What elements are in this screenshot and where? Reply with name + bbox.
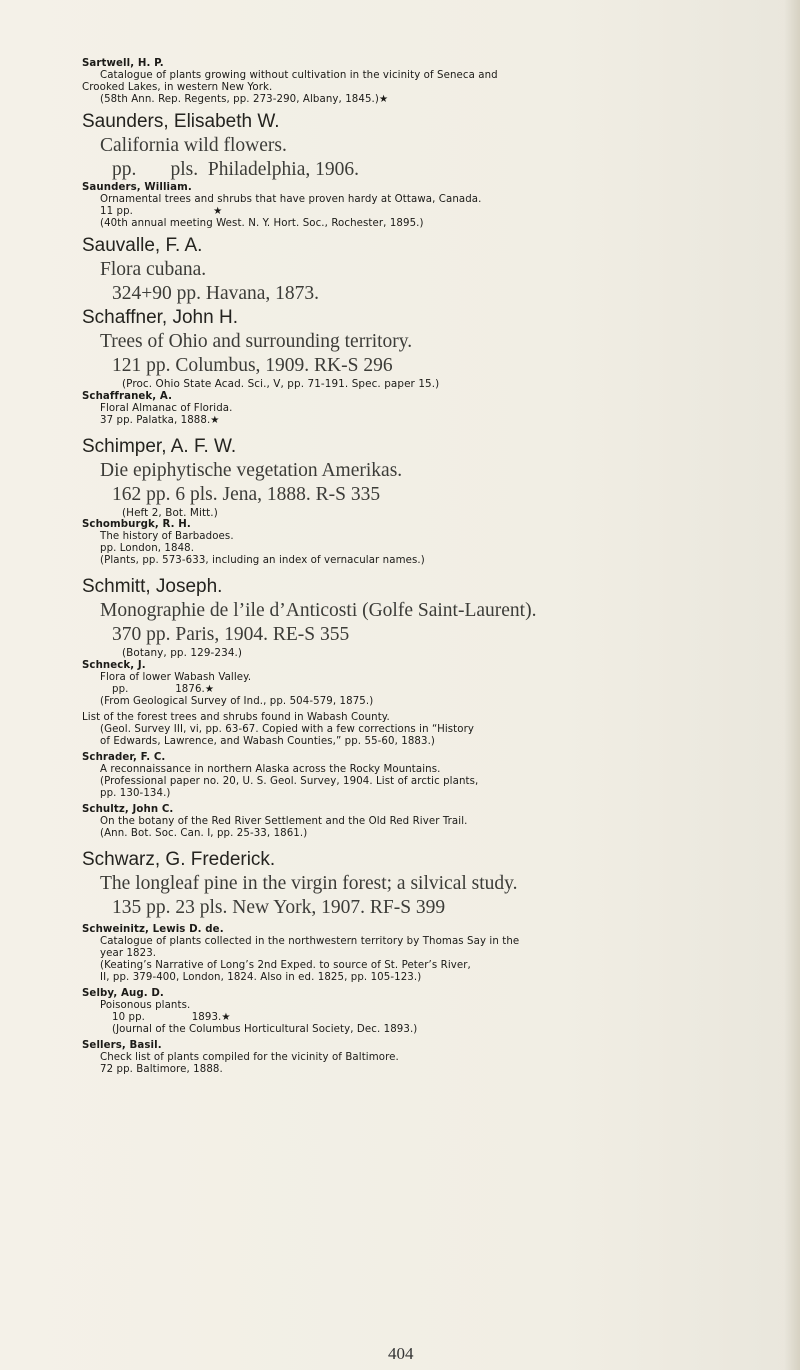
entry-title-cont: year 1823. — [100, 947, 157, 959]
entry-note-cont: pp. 130-134.) — [100, 787, 171, 799]
entry-title: On the botany of the Red River Settlement and the Old Red River Trail. — [100, 815, 468, 827]
entry-selby — [82, 988, 790, 1036]
entry-title: Die epiphytische vegetation Amerikas. — [100, 459, 403, 481]
entry-title: The history of Barbadoes. — [100, 531, 234, 542]
entry-imprint: 37 pp. Palatka, 1888.★ — [100, 414, 220, 426]
entry-schimper — [82, 435, 790, 520]
entry-imprint: 10 pp. 1893.★ — [112, 1011, 231, 1023]
entry-note: (Keating’s Narrative of Long’s 2nd Exped. to source of St. Peter’s River, — [100, 959, 471, 971]
entry-schultz — [82, 804, 790, 840]
entry-author: Schimper, A. F. W. — [82, 435, 237, 457]
entry-title: A reconnaissance in northern Alaska across the Rocky Mountains. — [100, 763, 441, 775]
entry-schrader — [82, 752, 790, 800]
entry-author: Schrader, F. C. — [82, 751, 166, 763]
entry-note: (Proc. Ohio State Acad. Sci., V, pp. 71-191. Spec. paper 15.) — [122, 378, 440, 390]
entry-note: (40th annual meeting West. N. Y. Hort. Soc., Rochester, 1895.) — [100, 218, 424, 229]
entry-imprint: pp. pls. Philadelphia, 1906. — [112, 159, 359, 180]
entry-note: (Heft 2, Bot. Mitt.) — [122, 506, 218, 519]
entry-saunders-william — [82, 182, 790, 230]
entry-author: Schaffner, John H. — [82, 307, 238, 328]
entry-imprint: 11 pp. ★ — [100, 206, 223, 217]
entry-title: Poisonous plants. — [100, 999, 191, 1011]
entry-author: Saunders, Elisabeth W. — [82, 111, 280, 132]
bibliography-list — [82, 58, 790, 1076]
entry-sartwell — [82, 58, 790, 106]
entry-title: Trees of Ohio and surrounding territory. — [100, 331, 413, 352]
entry-note: (Ann. Bot. Soc. Can. I, pp. 25-33, 1861.) — [100, 827, 308, 839]
entry-note-cont: II, pp. 379-400, London, 1824. Also in ed. 1825, pp. 105-123.) — [100, 971, 422, 983]
entry-author: Schmitt, Joseph. — [82, 576, 223, 597]
entry-title: Flora of lower Wabash Valley. — [100, 671, 252, 683]
entry-author: Schweinitz, Lewis D. de. — [82, 923, 224, 935]
entry-author: Schaffranek, A. — [82, 390, 173, 402]
entry-schomburgk — [82, 519, 790, 567]
entry-note: (Professional paper no. 20, U. S. Geol. Survey, 1904. List of arctic plants, — [100, 775, 479, 787]
entry-author: Schneck, J. — [82, 659, 146, 671]
entry-author: Sellers, Basil. — [82, 1039, 162, 1051]
entry-title: Catalogue of plants growing without cultivation in the vicinity of Seneca and — [100, 70, 498, 81]
entry-saunders-elisabeth — [82, 110, 790, 182]
entry-author: Saunders, William. — [82, 182, 192, 193]
entry-title: Ornamental trees and shrubs that have proven hardy at Ottawa, Canada. — [100, 194, 482, 205]
entry-imprint: pp. London, 1848. — [100, 543, 195, 554]
entry-author: Schultz, John C. — [82, 803, 174, 815]
entry-sellers — [82, 1040, 790, 1076]
entry-note-cont: of Edwards, Lawrence, and Wabash Counties,” pp. 55-60, 1883.) — [100, 735, 436, 747]
entry-author: Sauvalle, F. A. — [82, 235, 203, 256]
entry-note: (From Geological Survey of Ind., pp. 504-579, 1875.) — [100, 695, 374, 707]
entry-author: Selby, Aug. D. — [82, 987, 164, 999]
entry-title: Monographie de l’ile d’Anticosti (Golfe Saint-Laurent). — [100, 600, 537, 621]
entry-schneck — [82, 660, 790, 748]
entry-author: Sartwell, H. P. — [82, 58, 164, 69]
entry-imprint: 370 pp. Paris, 1904. RE-S 355 — [112, 624, 350, 645]
entry-title: Check list of plants compiled for the vicinity of Baltimore. — [100, 1051, 399, 1063]
entry-sauvalle — [82, 234, 790, 306]
entry-note: (Botany, pp. 129-234.) — [122, 647, 243, 659]
entry-note: (Plants, pp. 573-633, including an index of vernacular names.) — [100, 555, 425, 566]
entry-schaffranek — [82, 391, 790, 427]
page-number: 404 — [388, 1344, 414, 1363]
entry-note: (58th Ann. Rep. Regents, pp. 273-290, Albany, 1845.)★ — [100, 94, 389, 105]
entry-title: Flora cubana. — [100, 259, 207, 280]
entry-title: Catalogue of plants collected in the northwestern territory by Thomas Say in the — [100, 935, 520, 947]
entry-title: The longleaf pine in the virgin forest; a silvical study. — [100, 872, 518, 894]
entry-imprint: 72 pp. Baltimore, 1888. — [100, 1063, 223, 1075]
entry-schaffner — [82, 306, 790, 391]
entry-schwarz — [82, 848, 790, 920]
entry-note: (Geol. Survey III, vi, pp. 63-67. Copied with a few corrections in “History — [100, 723, 475, 735]
entry-author: Schomburgk, R. H. — [82, 519, 191, 530]
entry-imprint: pp. 1876.★ — [112, 683, 215, 695]
entry-imprint: 135 pp. 23 pls. New York, 1907. RF-S 399 — [112, 896, 446, 918]
entry-title: California wild flowers. — [100, 135, 287, 156]
entry-note: (Journal of the Columbus Horticultural Society, Dec. 1893.) — [112, 1023, 418, 1035]
entry-author: Schwarz, G. Frederick. — [82, 848, 276, 870]
entry-imprint: 121 pp. Columbus, 1909. RK-S 296 — [112, 355, 393, 376]
entry-imprint: 324+90 pp. Havana, 1873. — [112, 283, 320, 304]
entry-title: List of the forest trees and shrubs found in Wabash County. — [82, 711, 390, 723]
entry-title: Floral Almanac of Florida. — [100, 402, 233, 414]
entry-schweinitz — [82, 924, 790, 984]
entry-schmitt — [82, 575, 790, 660]
entry-title-cont: Crooked Lakes, in western New York. — [82, 82, 273, 93]
entry-imprint: 162 pp. 6 pls. Jena, 1888. R-S 335 — [112, 483, 381, 505]
